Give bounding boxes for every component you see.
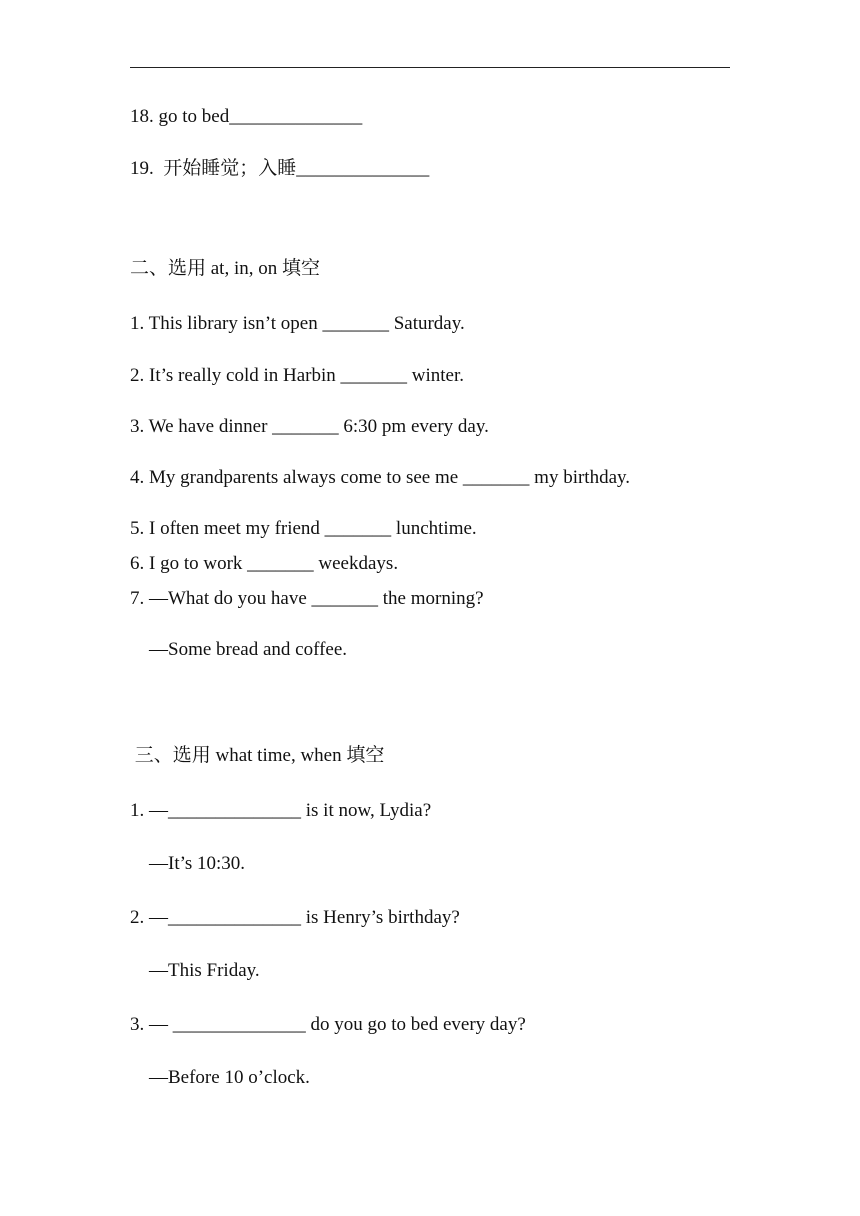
section-3-heading: 三、选用 what time, when 填空 — [130, 745, 385, 766]
section-2-item-3: 3. We have dinner _______ 6:30 pm every day. — [130, 416, 489, 437]
section-3-item-2-answer: —This Friday. — [130, 960, 260, 981]
section-2-item-7-answer: —Some bread and coffee. — [130, 639, 348, 660]
section-2-item-1: 1. This library isn’t open _______ Saturday. — [130, 313, 465, 334]
section-3-item-1-question: 1. —______________ is it now, Lydia? — [130, 800, 432, 821]
exercise-19: 19. 开始睡觉；入睡______________ — [130, 158, 430, 179]
header-rule — [130, 67, 730, 68]
section-2-item-6: 6. I go to work _______ weekdays. — [130, 553, 399, 574]
section-2-item-7-question: 7. —What do you have _______ the morning? — [130, 588, 484, 609]
section-2-heading: 二、选用 at, in, on 填空 — [130, 258, 320, 279]
section-2-item-5: 5. I often meet my friend _______ lunchtime. — [130, 518, 477, 539]
section-3-item-3-answer: —Before 10 o’clock. — [130, 1067, 310, 1088]
section-3-item-1-answer: —It’s 10:30. — [130, 853, 246, 874]
section-2-item-4: 4. My grandparents always come to see me _______ my birthday. — [130, 467, 631, 488]
section-3-item-3-question: 3. — ______________ do you go to bed every day? — [130, 1014, 526, 1035]
exercise-18: 18. go to bed______________ — [130, 106, 363, 127]
section-3-item-2-question: 2. —______________ is Henry’s birthday? — [130, 907, 460, 928]
section-2-item-2: 2. It’s really cold in Harbin _______ winter. — [130, 365, 465, 386]
